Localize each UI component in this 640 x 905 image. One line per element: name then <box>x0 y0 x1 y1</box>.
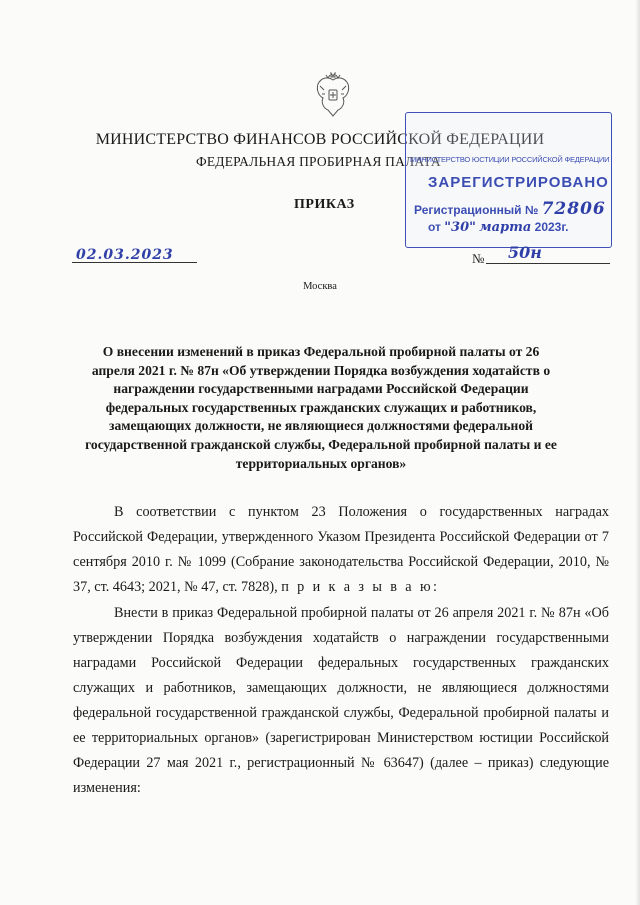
order-number-label: № <box>472 251 485 266</box>
number-line <box>486 263 610 264</box>
order-heading: О внесении изменений в приказ Федеральной пробирной палаты от 26 апреля 2021 г. № 87н «Об утверждении Порядка возбуждения ходатайств о награждении государственными наградами Российской Федерации федеральных государственных гражданских служащих и работников, замещающих должности, не являющиеся должностями федеральной государственной гражданской службы, Федеральной пробирной палаты и ее территориальных органов» <box>85 344 557 471</box>
paragraph-1 <box>73 500 609 600</box>
order-date: 02.03.2023 <box>76 247 174 263</box>
stamp-status: ЗАРЕГИСТРИРОВАНО <box>428 174 609 191</box>
order-number: 50н <box>508 243 542 262</box>
coat-of-arms-icon <box>313 72 353 118</box>
stamp-authority: МИНИСТЕРСТВО ЮСТИЦИИ РОССИЙСКОЙ ФЕДЕРАЦИИ <box>410 155 610 164</box>
stamp-date <box>428 220 568 235</box>
ministry-name: МИНИСТЕРСТВО ФИНАНСОВ РОССИЙСКОЙ ФЕДЕРАЦИИ <box>95 131 545 148</box>
stamp-reg-number: 72806 <box>541 199 606 219</box>
stamp-date-month: марта <box>479 220 532 235</box>
city: Москва <box>303 281 337 292</box>
stamp-date-day: "30" <box>444 220 476 235</box>
stamp-date-prefix: от <box>428 220 441 234</box>
stamp-reg-label: Регистрационный № <box>414 203 539 217</box>
registration-stamp <box>405 112 612 248</box>
paragraph-1-text: В соответствии с пунктом 23 Положения о государственных наградах Российской Федерации, утвержденного Указом Президента Российской Федерации от 7 сентября 2010 г. № 1099 (Собрание законодательства Российской Федерации, 2010, № 37, ст. 4643; 2021, № 47, ст. 7828), <box>73 504 609 595</box>
agency-name: ФЕДЕРАЛЬНАЯ ПРОБИРНАЯ ПАЛАТА <box>196 154 441 169</box>
stamp-registration <box>414 199 606 219</box>
order-command: п р и к а з ы в а ю: <box>281 579 440 595</box>
document-type: ПРИКАЗ <box>294 197 355 212</box>
paragraph-2: Внести в приказ Федеральной пробирной палаты от 26 апреля 2021 г. № 87н «Об утверждении Порядка возбуждения ходатайств о награждении государственными наградами Российской Федерации федеральных государственных гражданских служащих и работников, замещающих должности, не являющиеся должностями федеральной государственной гражданской службы, Федеральной пробирной палаты и ее территориальных органов» (зарегистрирован Министерством юстиции Российской Федерации 27 мая 2021 г., регистрационный № 63647) (далее – приказ) следующие изменения: <box>73 605 609 796</box>
stamp-date-year: 2023г. <box>534 220 569 234</box>
scan-edge <box>635 0 640 905</box>
